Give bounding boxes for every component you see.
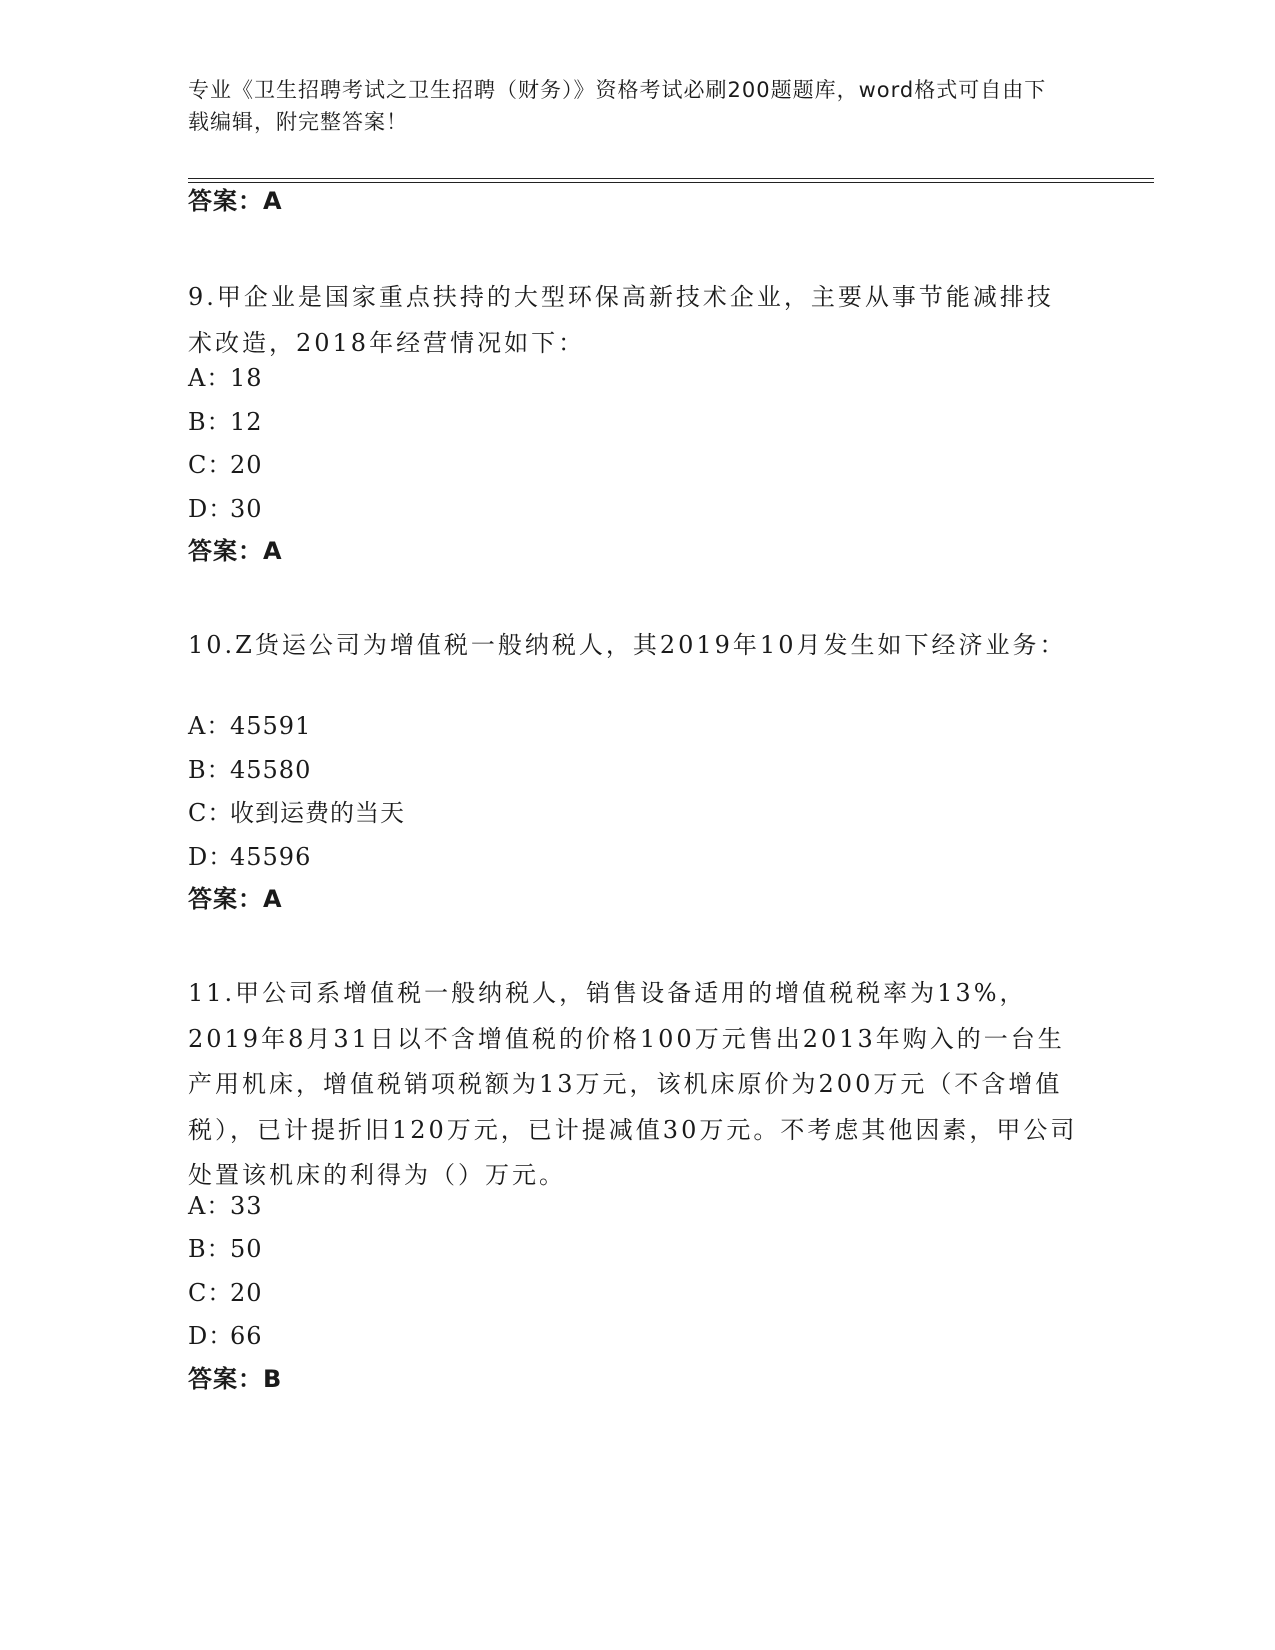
answer-line: 答案：B (188, 1365, 283, 1393)
option-b (188, 1232, 263, 1266)
answer-line: 答案：A (188, 537, 283, 565)
option-a (188, 709, 311, 743)
option-label: B： (188, 756, 232, 784)
option-d (188, 1319, 263, 1353)
option-label: A： (188, 1192, 232, 1220)
option-label: D： (188, 1322, 234, 1350)
option-b (188, 753, 311, 787)
option-label: A： (188, 712, 232, 740)
option-text: 20 (230, 1279, 263, 1307)
option-label: A： (188, 364, 232, 392)
option-d (188, 840, 311, 874)
option-c (188, 448, 263, 482)
question-stem: 9.甲企业是国家重点扶持的大型环保高新技术企业，主要从事节能减排技术改造，2018年经营情况如下： (188, 283, 1054, 357)
option-c (188, 796, 405, 830)
option-a (188, 1189, 263, 1223)
header-divider (188, 178, 1154, 183)
option-text: 30 (230, 495, 263, 523)
option-label: C： (188, 1279, 233, 1307)
option-label: B： (188, 408, 232, 436)
option-c (188, 1276, 263, 1310)
answer-line: 答案：A (188, 187, 283, 215)
option-text: 18 (230, 364, 263, 392)
option-text: 45591 (230, 712, 312, 740)
option-text: 45596 (230, 843, 312, 871)
option-label: D： (188, 495, 234, 523)
option-label: B： (188, 1235, 232, 1263)
option-label: C： (188, 799, 233, 827)
option-text: 33 (230, 1192, 263, 1220)
option-text: 66 (230, 1322, 263, 1350)
option-label: D： (188, 843, 234, 871)
question-stem: 10.Z货运公司为增值税一般纳税人，其2019年10月发生如下经济业务： (188, 631, 1067, 659)
option-text: 45580 (230, 756, 312, 784)
option-text: 12 (230, 408, 263, 436)
option-text: 50 (230, 1235, 263, 1263)
option-text: 收到运费的当天 (230, 799, 405, 827)
option-a (188, 361, 263, 395)
option-b (188, 405, 263, 439)
option-text: 20 (230, 451, 263, 479)
option-d (188, 492, 263, 526)
option-label: C： (188, 451, 233, 479)
document-header: 专业《卫生招聘考试之卫生招聘（财务）》资格考试必刷200题题库，word格式可自由下载编辑，附完整答案！ (188, 78, 1047, 134)
answer-line: 答案：A (188, 885, 283, 913)
question-stem: 11.甲公司系增值税一般纳税人，销售设备适用的增值税税率为13%，2019年8月31日以不含增值税的价格100万元售出2013年购入的一台生产用机床，增值税销项税额为13万元，该机床原价为200万元（不含增值税），已计提折旧120万元，已计提减值30万元。不考虑其他因素，甲公司处置该机床的利得为（）万元。 (188, 979, 1078, 1189)
